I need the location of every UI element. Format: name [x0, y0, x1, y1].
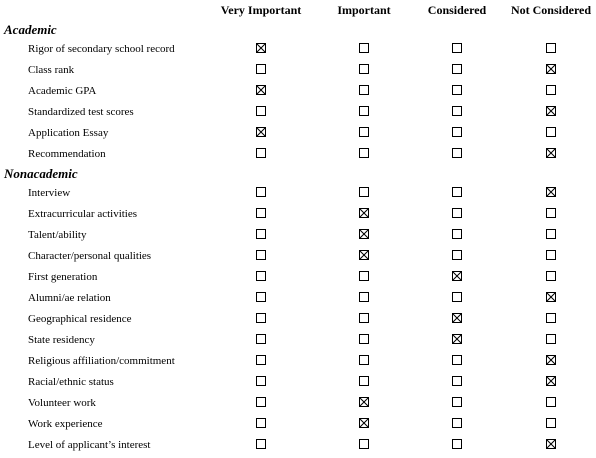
- checked-checkbox[interactable]: [546, 148, 556, 158]
- factor-label: Racial/ethnic status: [28, 376, 114, 388]
- factor-row: [0, 395, 596, 413]
- checkbox[interactable]: [452, 127, 462, 137]
- checkbox[interactable]: [256, 229, 266, 239]
- factor-label: Standardized test scores: [28, 106, 134, 118]
- checkbox[interactable]: [256, 271, 266, 281]
- checkbox[interactable]: [256, 292, 266, 302]
- checkbox[interactable]: [359, 106, 369, 116]
- checkbox[interactable]: [546, 208, 556, 218]
- factor-label: Talent/ability: [28, 229, 87, 241]
- factor-label: Alumni/ae relation: [28, 292, 111, 304]
- checkbox[interactable]: [359, 355, 369, 365]
- cross-mark-icon: [547, 293, 555, 301]
- factor-row: [0, 62, 596, 80]
- cross-mark-icon: [257, 44, 265, 52]
- checkbox[interactable]: [546, 271, 556, 281]
- factor-label: Religious affiliation/commitment: [28, 355, 175, 367]
- checkbox[interactable]: [546, 334, 556, 344]
- checkbox[interactable]: [452, 292, 462, 302]
- factor-label: Class rank: [28, 64, 75, 76]
- cross-mark-icon: [547, 440, 555, 448]
- factor-label: Application Essay: [28, 127, 109, 139]
- checked-checkbox[interactable]: [256, 127, 266, 137]
- checkbox[interactable]: [359, 292, 369, 302]
- factor-label: Recommendation: [28, 148, 106, 160]
- factor-row: [0, 185, 596, 203]
- factor-label: Character/personal qualities: [28, 250, 152, 262]
- checkbox[interactable]: [452, 208, 462, 218]
- checkbox[interactable]: [256, 397, 266, 407]
- checked-checkbox[interactable]: [256, 43, 266, 53]
- checkbox[interactable]: [256, 106, 266, 116]
- checkbox[interactable]: [546, 397, 556, 407]
- checkbox[interactable]: [359, 148, 369, 158]
- checkbox[interactable]: [546, 313, 556, 323]
- checkbox[interactable]: [452, 250, 462, 260]
- checked-checkbox[interactable]: [452, 271, 462, 281]
- checkbox[interactable]: [452, 355, 462, 365]
- cross-mark-icon: [453, 272, 461, 280]
- checkbox[interactable]: [452, 187, 462, 197]
- checkbox[interactable]: [452, 418, 462, 428]
- checkbox[interactable]: [452, 439, 462, 449]
- checked-checkbox[interactable]: [546, 187, 556, 197]
- checkbox[interactable]: [452, 229, 462, 239]
- checkbox[interactable]: [256, 64, 266, 74]
- factor-row: [0, 125, 596, 143]
- checkbox[interactable]: [359, 85, 369, 95]
- checkbox[interactable]: [256, 418, 266, 428]
- checked-checkbox[interactable]: [452, 313, 462, 323]
- checkbox[interactable]: [452, 148, 462, 158]
- factor-label: Geographical residence: [28, 313, 132, 325]
- checkbox[interactable]: [359, 334, 369, 344]
- cross-mark-icon: [360, 209, 368, 217]
- checkbox[interactable]: [452, 376, 462, 386]
- checkbox[interactable]: [256, 187, 266, 197]
- factor-label: First generation: [28, 271, 98, 283]
- factor-label: Interview: [28, 187, 71, 199]
- factor-row: [0, 374, 596, 392]
- checkbox[interactable]: [256, 250, 266, 260]
- factor-row: [0, 416, 596, 434]
- checkbox[interactable]: [256, 208, 266, 218]
- factor-label: State residency: [28, 334, 95, 346]
- cross-mark-icon: [257, 86, 265, 94]
- checkbox[interactable]: [256, 313, 266, 323]
- cross-mark-icon: [257, 128, 265, 136]
- factor-row: [0, 83, 596, 101]
- column-header: Not Considered: [510, 3, 592, 17]
- checked-checkbox[interactable]: [359, 229, 369, 239]
- section-title: Academic: [4, 22, 57, 37]
- cross-mark-icon: [453, 335, 461, 343]
- factor-row: [0, 269, 596, 287]
- checked-checkbox[interactable]: [546, 106, 556, 116]
- checked-checkbox[interactable]: [546, 439, 556, 449]
- checkbox[interactable]: [359, 64, 369, 74]
- checkbox[interactable]: [452, 397, 462, 407]
- checked-checkbox[interactable]: [452, 334, 462, 344]
- cross-mark-icon: [453, 314, 461, 322]
- factor-label: Extracurricular activities: [28, 208, 138, 220]
- factor-label: Academic GPA: [28, 85, 97, 97]
- cross-mark-icon: [547, 65, 555, 73]
- checkbox[interactable]: [256, 148, 266, 158]
- checkbox[interactable]: [359, 313, 369, 323]
- checked-checkbox[interactable]: [359, 250, 369, 260]
- factor-row: [0, 146, 596, 164]
- section-title: Nonacademic: [4, 166, 78, 181]
- factor-label: Work experience: [28, 418, 103, 430]
- cross-mark-icon: [547, 377, 555, 385]
- factor-row: [0, 227, 596, 245]
- cross-mark-icon: [360, 251, 368, 259]
- factor-row: [0, 248, 596, 266]
- cross-mark-icon: [360, 419, 368, 427]
- checkbox[interactable]: [546, 43, 556, 53]
- factor-row: [0, 332, 596, 350]
- checkbox[interactable]: [546, 85, 556, 95]
- checkbox[interactable]: [452, 43, 462, 53]
- checkbox[interactable]: [359, 271, 369, 281]
- checkbox[interactable]: [452, 64, 462, 74]
- cross-mark-icon: [547, 149, 555, 157]
- cross-mark-icon: [360, 230, 368, 238]
- checkbox[interactable]: [546, 229, 556, 239]
- checked-checkbox[interactable]: [546, 64, 556, 74]
- column-header: Considered: [427, 3, 487, 17]
- column-header: Very Important: [220, 3, 302, 17]
- factor-row: [0, 41, 596, 59]
- cross-mark-icon: [547, 188, 555, 196]
- factor-row: [0, 206, 596, 224]
- checkbox[interactable]: [359, 127, 369, 137]
- factor-label: Volunteer work: [28, 397, 96, 409]
- checkbox[interactable]: [256, 334, 266, 344]
- factor-row: [0, 353, 596, 371]
- checkbox[interactable]: [546, 418, 556, 428]
- checkbox[interactable]: [359, 376, 369, 386]
- checkbox[interactable]: [359, 187, 369, 197]
- factor-row: [0, 437, 596, 455]
- factor-row: [0, 290, 596, 308]
- factor-row: [0, 104, 596, 122]
- factor-label: Rigor of secondary school record: [28, 43, 175, 55]
- checkbox[interactable]: [256, 376, 266, 386]
- checked-checkbox[interactable]: [359, 418, 369, 428]
- checkbox[interactable]: [452, 85, 462, 95]
- checked-checkbox[interactable]: [546, 355, 556, 365]
- checked-checkbox[interactable]: [359, 397, 369, 407]
- checkbox[interactable]: [546, 250, 556, 260]
- checked-checkbox[interactable]: [546, 376, 556, 386]
- checked-checkbox[interactable]: [256, 85, 266, 95]
- checkbox[interactable]: [256, 439, 266, 449]
- cross-mark-icon: [547, 356, 555, 364]
- checked-checkbox[interactable]: [359, 208, 369, 218]
- checkbox[interactable]: [359, 43, 369, 53]
- factor-label: Level of applicant’s interest: [28, 439, 151, 451]
- cross-mark-icon: [360, 398, 368, 406]
- checked-checkbox[interactable]: [546, 292, 556, 302]
- checkbox[interactable]: [452, 106, 462, 116]
- column-header: Important: [337, 3, 391, 17]
- factor-row: [0, 311, 596, 329]
- checkbox[interactable]: [359, 439, 369, 449]
- checkbox[interactable]: [256, 355, 266, 365]
- checkbox[interactable]: [546, 127, 556, 137]
- cross-mark-icon: [547, 107, 555, 115]
